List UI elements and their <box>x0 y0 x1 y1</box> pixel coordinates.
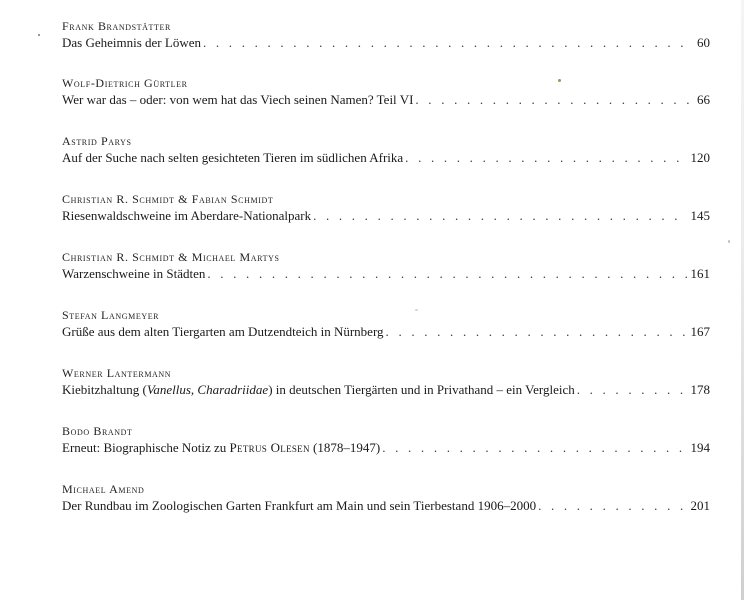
entry-author: Astrid Parys <box>62 134 132 148</box>
toc-entry <box>62 18 710 52</box>
dot-leader <box>203 34 694 52</box>
entry-page-number: 201 <box>690 498 710 513</box>
entry-title: Grüße aus dem alten Tiergarten am Dutzendteich in Nürnberg <box>62 324 384 339</box>
toc-entry <box>62 249 710 283</box>
entry-title-text: Kiebitzhaltung ( <box>62 382 147 397</box>
toc-entry <box>62 307 710 341</box>
entry-page-number: 167 <box>690 324 710 339</box>
entry-title-text: Erneut: Biographische Notiz zu <box>62 440 230 455</box>
dot-leader <box>415 91 694 109</box>
toc-entry <box>62 423 710 457</box>
entry-line <box>62 149 710 167</box>
entry-line <box>62 207 710 225</box>
dot-leader <box>538 497 687 515</box>
entry-title: Riesenwaldschweine im Aberdare-Nationalpark <box>62 208 312 223</box>
entry-page-number: 60 <box>697 35 710 50</box>
entry-page-number: 178 <box>690 382 710 397</box>
dot-leader <box>207 265 687 283</box>
entry-author: Werner Lantermann <box>62 366 172 380</box>
entry-title-species: Vanellus, Charadriidae <box>146 382 269 397</box>
toc-entry <box>62 133 710 167</box>
entry-title-text: ) in deutschen Tiergärten und in Privathand – ein Vergleich <box>268 382 575 397</box>
dot-leader <box>313 207 687 225</box>
dot-leader <box>386 323 688 341</box>
entry-title: Das Geheimnis der Löwen <box>62 35 201 50</box>
toc-entry <box>62 191 710 225</box>
entry-title: Warzenschweine in Städten <box>62 266 206 281</box>
dot-leader <box>405 149 687 167</box>
entry-page-number: 120 <box>690 150 710 165</box>
entry-page-number: 161 <box>690 266 710 281</box>
entry-author: Stefan Langmeyer <box>62 308 160 322</box>
scan-speck <box>558 79 561 82</box>
entry-title <box>62 381 577 399</box>
entry-line <box>62 381 710 399</box>
scan-speck <box>38 34 40 36</box>
scan-speck <box>728 240 730 243</box>
entry-author: Christian R. Schmidt & Fabian Schmidt <box>62 192 274 206</box>
entry-page-number: 66 <box>697 92 710 107</box>
dot-leader <box>382 439 687 457</box>
entry-line <box>62 34 710 52</box>
entry-title <box>62 439 382 457</box>
entry-title-person: Petrus Olesen <box>229 440 310 455</box>
entry-line <box>62 497 710 515</box>
entry-line <box>62 439 710 457</box>
entry-title-text: (1878–1947) <box>309 440 381 455</box>
entry-author: Frank Brandstätter <box>62 19 171 33</box>
toc-entry <box>62 365 710 399</box>
entry-title: Der Rundbau im Zoologischen Garten Frankfurt am Main und sein Tierbestand 1906–2000 <box>62 498 537 513</box>
entry-author: Christian R. Schmidt & Michael Martys <box>62 250 280 264</box>
entry-page-number: 145 <box>690 208 710 223</box>
entry-page-number: 194 <box>690 440 710 455</box>
entry-author: Michael Amend <box>62 482 145 496</box>
entry-title: Auf der Suche nach selten gesichteten Tieren im südlichen Afrika <box>62 150 404 165</box>
entry-author: Wolf-Dietrich Gürtler <box>62 76 188 90</box>
scan-speck <box>415 309 418 311</box>
entry-line <box>62 323 710 341</box>
toc-entry <box>62 481 710 515</box>
entry-author: Bodo Brandt <box>62 424 133 438</box>
entry-title: Wer war das – oder: von wem hat das Viech seinen Namen? Teil VI <box>62 92 414 107</box>
dot-leader <box>577 381 688 399</box>
entry-line <box>62 91 710 109</box>
entry-line <box>62 265 710 283</box>
toc-entry <box>62 75 710 109</box>
